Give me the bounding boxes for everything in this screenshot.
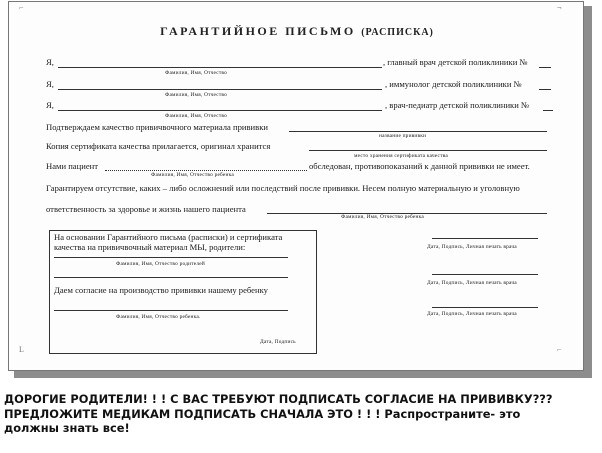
box-caption-child: Фамилия, Имя, Отчество ребенка. (116, 314, 201, 320)
line1-field (58, 67, 382, 68)
appeal-headline (4, 392, 600, 436)
patient-prefix: Нами пациент (46, 161, 98, 171)
crop-mark-bottom-right: ⌐ (557, 345, 562, 354)
crop-mark-top-left: ⌐ (19, 3, 24, 12)
quality-text: Подтверждаем качество привичвочного материала прививки (46, 122, 268, 132)
headline-line1: ДОРОГИЕ РОДИТЕЛИ! ! ! С ВАС ТРЕБУЮТ ПОДПИСАТЬ СОГЛАСИЕ НА ПРИВИВКУ??? (4, 392, 553, 406)
line1-number-field (539, 67, 551, 68)
guarantee-caption: Фамилия, Имя, Отчество ребенка (341, 214, 424, 220)
patient-field (105, 170, 307, 171)
line2-prefix: Я, (46, 79, 54, 89)
crop-mark-bottom-left: L (19, 345, 24, 354)
quality-caption: название прививки (379, 133, 427, 139)
patient-caption: Фамилия, Имя, Отчество ребенка (151, 172, 234, 178)
line2-number-field (539, 89, 551, 90)
line3-field (58, 110, 382, 111)
cert-text: Копия сертификата качества прилагается, оригинал хранится (46, 141, 271, 151)
line1-prefix: Я, (46, 57, 54, 67)
quality-field (289, 131, 547, 132)
document-title (9, 24, 585, 39)
signature-line-2 (432, 274, 538, 275)
box-date-sign: Дата, Подпись (260, 339, 296, 345)
document-sheet (8, 1, 584, 371)
parents-consent-box (49, 230, 317, 354)
title-main: ГАРАНТИЙНОЕ ПИСЬМО (160, 24, 356, 38)
box-text1-line1: На основании Гарантийного письма (расписки) и сертификата (54, 232, 283, 242)
box-parents-field (54, 257, 288, 258)
signature-line-1 (432, 238, 538, 239)
line2-caption: Фамилия, Имя, Отчество (165, 92, 228, 98)
title-paren: (РАСПИСКА) (361, 27, 434, 38)
box-child-field (54, 310, 288, 311)
cert-field (309, 150, 547, 151)
guarantee-line1: Гарантируем отсутствие, каких – либо осложнений или последствий после прививки. Несем полную материальную и уголовную (46, 183, 520, 193)
line2-field (58, 89, 382, 90)
patient-suffix: обследован, противопоказаний к данной прививки не имеет. (309, 161, 530, 171)
cert-caption: место хранения сертификата качества (354, 153, 448, 159)
headline-line2: ПРЕДЛОЖИТЕ МЕДИКАМ ПОДПИСАТЬ СНАЧАЛА ЭТО ! ! ! Распространите- это (4, 406, 521, 421)
signature-caption-2: Дата, Подпись, Личная печать врача (427, 280, 517, 286)
signature-caption-1: Дата, Подпись, Личная печать врача (427, 244, 517, 250)
box-caption-parents: Фамилия, Имя, Отчество родителей (116, 261, 205, 267)
line3-suffix: , врач-педиатр детской поликлиники № (385, 100, 530, 110)
line3-number-field (543, 110, 553, 111)
crop-mark-top-right: ¬ (557, 3, 562, 12)
box-text1-line2: качества на привичвочный материал МЫ, родители: (54, 242, 246, 252)
box-parents-field-2 (54, 277, 288, 278)
guarantee-line2: ответственность за здоровье и жизнь нашего пациента (46, 204, 246, 214)
line3-caption: Фамилия, Имя, Отчество (165, 113, 228, 119)
box-text2: Даем согласие на производство прививки нашему ребенку (54, 285, 268, 295)
line1-caption: Фамилия, Имя, Отчество (165, 70, 228, 76)
signature-caption-3: Дата, Подпись, Личная печать врача (427, 311, 517, 317)
line3-prefix: Я, (46, 100, 54, 110)
signature-line-3 (432, 307, 538, 308)
line2-suffix: , иммунолог детской поликлиники № (385, 79, 522, 89)
line1-suffix: , главный врач детской поликлиники № (383, 57, 528, 67)
headline-line3: должны знать все! (4, 421, 130, 435)
